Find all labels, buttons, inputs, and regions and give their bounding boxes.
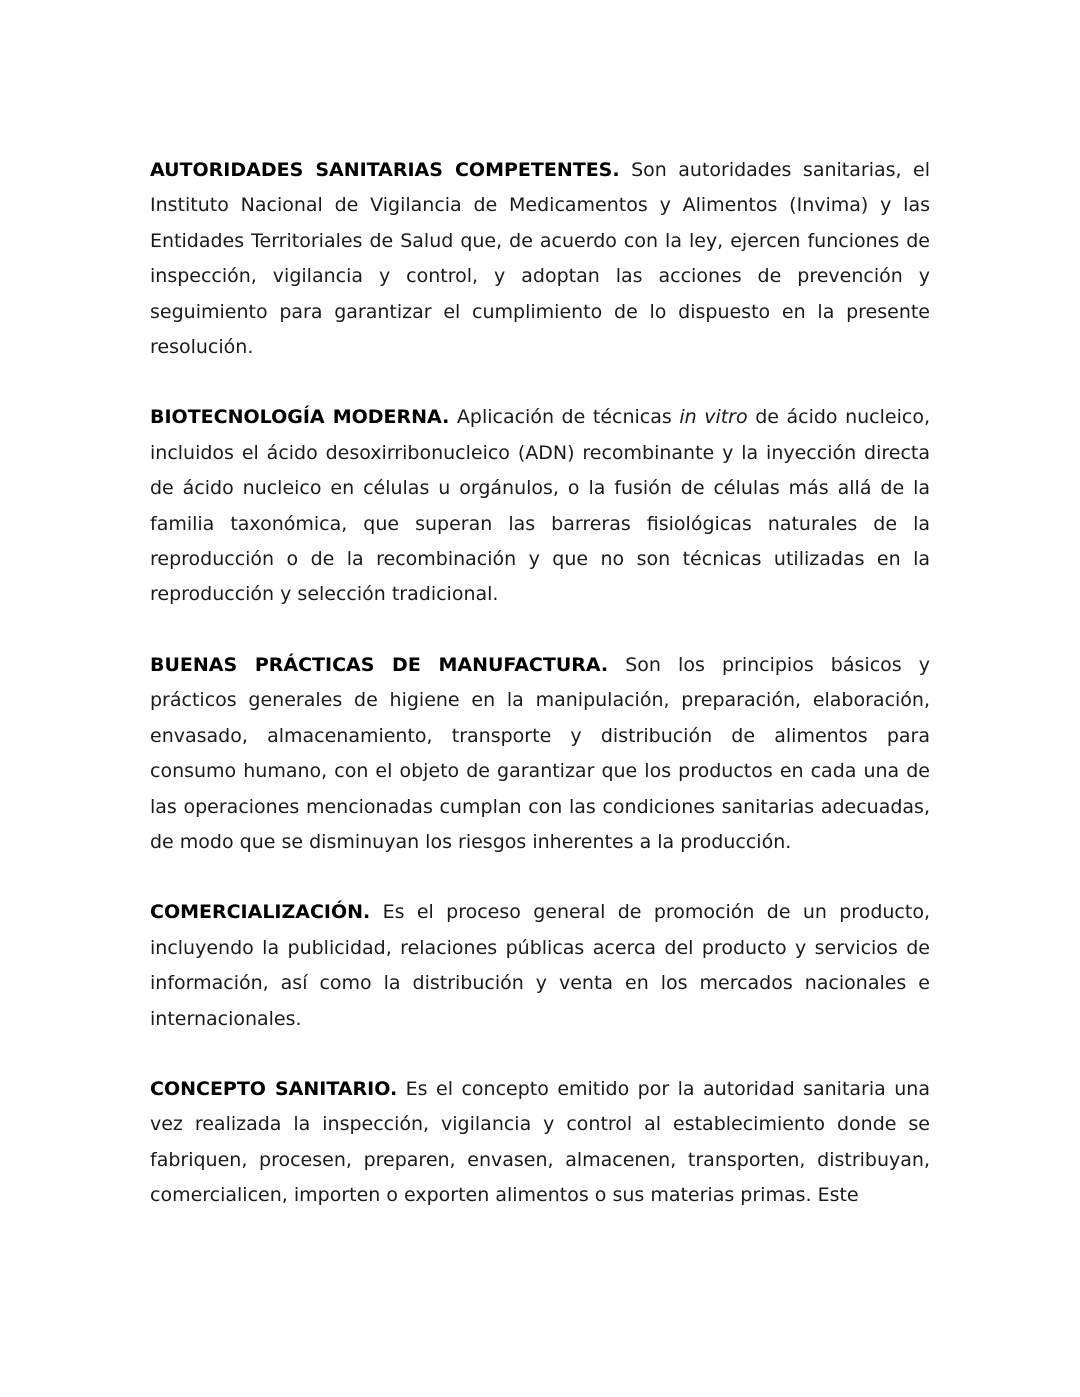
definition-biotecnologia-moderna [150,400,930,612]
definition-text: Es el proceso general de promoción de un producto, incluyendo la publicidad, relaciones públicas acerca del producto y servicios de información, así como la distribución y venta en los mercados nacionales e internacionales. [150,901,930,1030]
definition-autoridades-sanitarias [150,153,930,365]
definition-text: de ácido nucleico, incluidos el ácido desoxirribonucleico (ADN) recombinante y la inyección directa de ácido nucleico en células u orgánulos, o la fusión de células más allá de la familia taxonómica, que superan las barreras fisiológicas naturales de la reproducción o de la recombinación y que no son técnicas utilizadas en la reproducción y selección tradicional. [150,406,930,606]
definition-buenas-practicas [150,648,930,860]
definition-term: CONCEPTO SANITARIO. [150,1077,398,1100]
definition-term: AUTORIDADES SANITARIAS COMPETENTES. [150,159,620,181]
definition-comercializacion [150,895,930,1037]
definition-text: Son los principios básicos y prácticos generales de higiene en la manipulación, preparación, elaboración, envasado, almacenamiento, transporte y distribución de alimentos para consumo humano, con el objeto de garantizar que los productos en cada una de las operaciones mencionadas cumplan con las condiciones sanitarias adecuadas, de modo que se disminuyan los riesgos inherentes a la producción. [150,653,930,853]
definition-term: BIOTECNOLOGÍA MODERNA. [150,406,450,429]
definition-text-italic: in vitro [679,406,748,429]
definition-text: Aplicación de técnicas [456,406,672,429]
definition-term: COMERCIALIZACIÓN. [150,901,371,924]
definition-concepto-sanitario [150,1072,930,1214]
document-page [150,153,930,1249]
definition-text: Son autoridades sanitarias, el Instituto Nacional de Vigilancia de Medicamentos y Alimentos (Invima) y las Entidades Territoriales de Salud que, de acuerdo con la ley, ejercen funciones de inspección, vigilancia y control, y adoptan las acciones de prevención y seguimiento para garantizar el cumplimiento de lo dispuesto en la presente resolución. [150,159,930,359]
definition-term: BUENAS PRÁCTICAS DE MANUFACTURA. [150,653,609,676]
definition-text: Es el concepto emitido por la autoridad sanitaria una vez realizada la inspección, vigilancia y control al establecimiento donde se fabriquen, procesen, preparen, envasen, almacenen, transporten, distribuyan, comercialicen, importen o exporten alimentos o sus materias primas. Este [150,1077,930,1207]
